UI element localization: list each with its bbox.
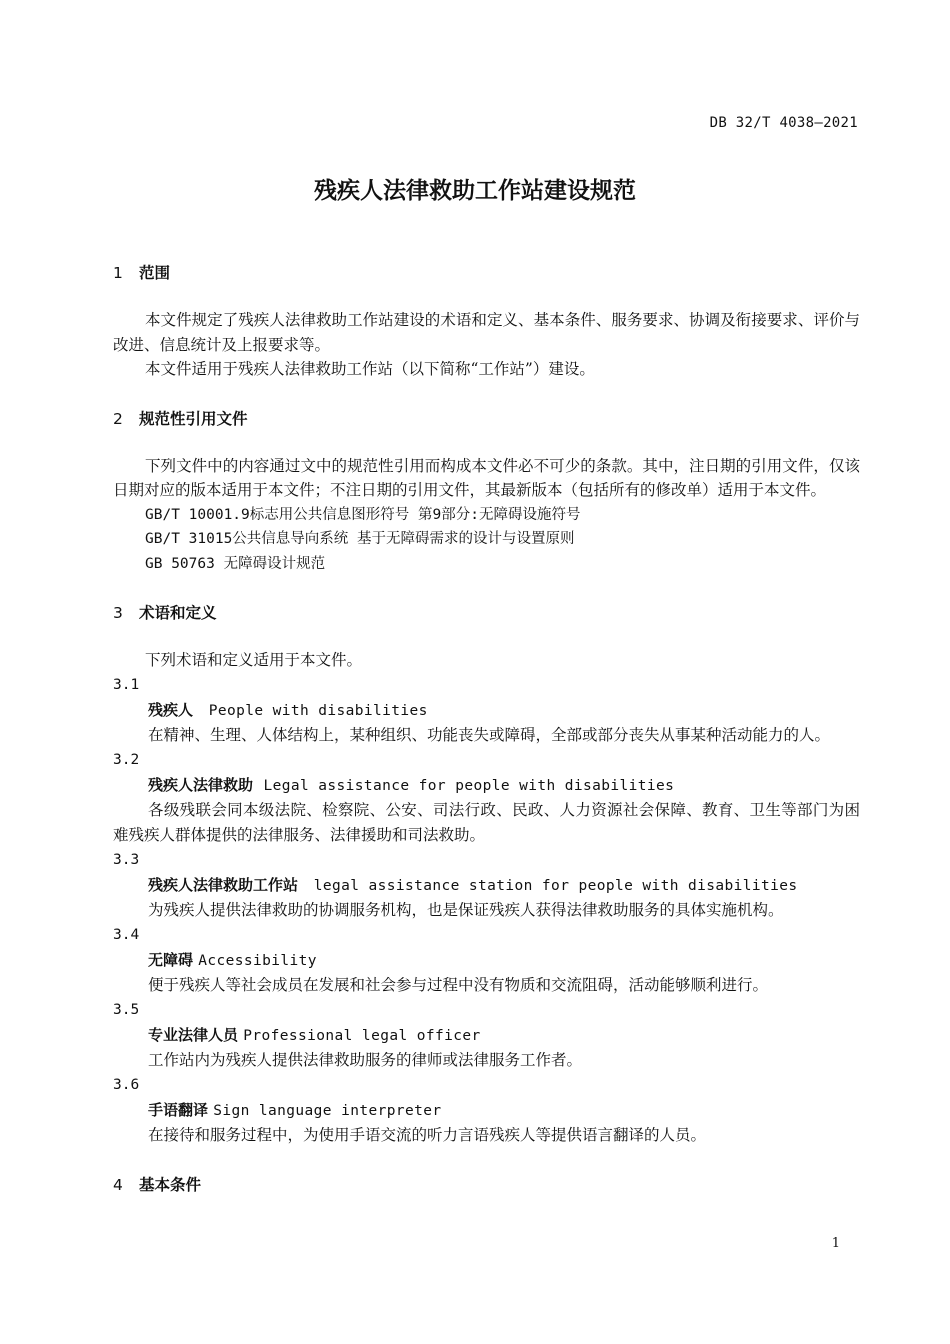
reference-item: GB 50763 无障碍设计规范 [145, 555, 326, 572]
section-2-heading [113, 408, 860, 430]
section-1-heading [113, 262, 860, 284]
term-definition: 在接待和服务过程中，为使用手语交流的听力言语残疾人等提供语言翻译的人员。 [148, 1125, 707, 1144]
term-heading [113, 1098, 860, 1123]
term-definition: 便于残疾人等社会成员在发展和社会参与过程中没有物质和交流阻碍，活动能够顺利进行。 [148, 975, 769, 994]
term-zh: 残疾人法律救助 [148, 775, 254, 794]
term-heading [113, 1023, 860, 1048]
paragraph: 本文件规定了残疾人法律救助工作站建设的术语和定义、基本条件、服务要求、协调及衔接要求、评价与改进、信息统计及上报要求等。 [113, 311, 860, 354]
term-number: 3.3 [113, 851, 140, 868]
section-title: 规范性引用文件 [139, 409, 248, 428]
term-heading [113, 948, 860, 973]
term-definition: 各级残联会同本级法院、检察院、公安、司法行政、民政、人力资源社会保障、教育、卫生等部门为困难残疾人群体提供的法律服务、法律援助和司法救助。 [113, 800, 860, 844]
reference-item: GB/T 31015公共信息导向系统 基于无障碍需求的设计与设置原则 [145, 531, 575, 547]
section-title: 基本条件 [139, 1175, 202, 1194]
term-en: legal assistance station for people with disabilities [313, 877, 798, 894]
section-3-heading [113, 602, 860, 624]
section-number: 4 [113, 1175, 123, 1194]
section-title: 范围 [139, 264, 171, 282]
section-number: 3 [113, 604, 123, 622]
section-4-heading [113, 1174, 860, 1196]
term-number: 3.6 [113, 1076, 140, 1093]
term-en: Professional legal officer [243, 1027, 481, 1044]
page-number: 1 [831, 1236, 840, 1251]
term-heading [113, 698, 860, 723]
paragraph: 下列术语和定义适用于本文件。 [145, 651, 363, 669]
term-heading [113, 773, 860, 798]
term-definition: 为残疾人提供法律救助的协调服务机构，也是保证残疾人获得法律救助服务的具体实施机构。 [148, 900, 784, 919]
term-number: 3.4 [113, 926, 140, 943]
term-en: People with disabilities [208, 702, 428, 719]
term-zh: 专业法律人员 [148, 1025, 239, 1044]
term-zh: 残疾人法律救助工作站 [148, 875, 299, 894]
term-number: 3.2 [113, 751, 140, 768]
term-zh: 残疾人 [148, 700, 194, 719]
section-number: 2 [113, 409, 123, 428]
section-number: 1 [113, 264, 123, 282]
term-number: 3.5 [113, 1001, 140, 1018]
term-definition: 在精神、生理、人体结构上，某种组织、功能丧失或障碍，全部或部分丧失从事某种活动能力的人。 [148, 725, 831, 744]
section-title: 术语和定义 [139, 604, 217, 622]
paragraph: 下列文件中的内容通过文中的规范性引用而构成本文件必不可少的条款。其中，注日期的引用文件，仅该日期对应的版本适用于本文件；不注日期的引用文件，其最新版本（包括所有的修改单）适用于本文件。 [113, 456, 860, 499]
standard-code: DB 32/T 4038—2021 [709, 115, 858, 131]
term-number: 3.1 [113, 676, 140, 693]
term-heading [113, 873, 860, 898]
paragraph: 本文件适用于残疾人法律救助工作站（以下简称“工作站”）建设。 [145, 360, 595, 378]
term-en: Legal assistance for people with disabilities [263, 777, 675, 794]
document-title: 残疾人法律救助工作站建设规范 [314, 178, 636, 204]
reference-item: GB/T 10001.9标志用公共信息图形符号 第9部分:无障碍设施符号 [145, 506, 581, 523]
term-en: Sign language interpreter [213, 1102, 442, 1119]
term-en: Accessibility [198, 952, 317, 969]
term-definition: 工作站内为残疾人提供法律救助服务的律师或法律服务工作者。 [148, 1050, 583, 1069]
term-zh: 手语翻译 [148, 1100, 209, 1119]
document-body [113, 262, 860, 1220]
term-zh: 无障碍 [148, 950, 194, 969]
